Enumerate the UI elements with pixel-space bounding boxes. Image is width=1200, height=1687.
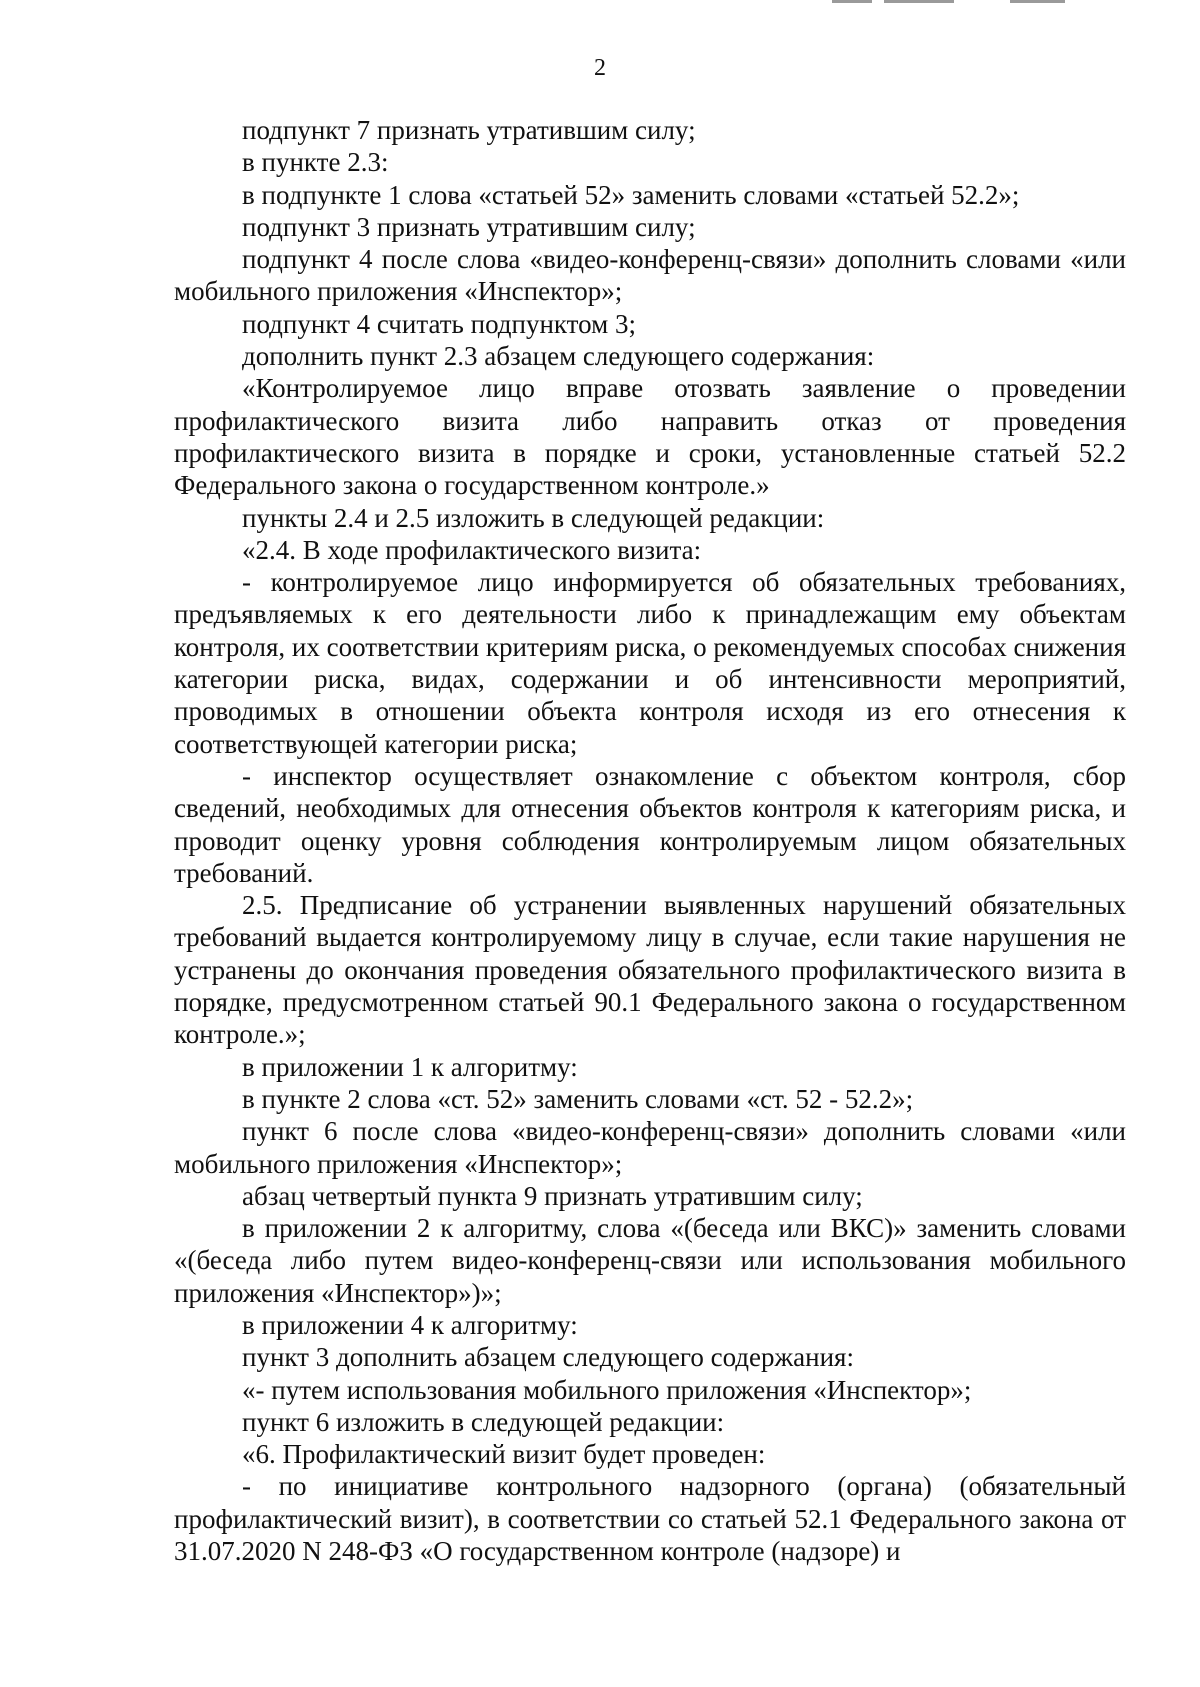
paragraph: пункт 6 после слова «видео-конференц-связи» дополнить словами «или мобильного приложения «Инспектор»; [174, 1116, 1126, 1179]
paragraph: абзац четвертый пункта 9 признать утратившим силу; [242, 1180, 863, 1211]
scan-artifact [832, 0, 872, 3]
scan-artifact [1010, 0, 1065, 3]
page-number: 2 [594, 55, 606, 81]
paragraph: в подпункте 1 слова «статьей 52» заменить словами «статьей 52.2»; [242, 179, 1020, 210]
paragraph: подпункт 4 считать подпунктом 3; [242, 308, 636, 339]
paragraph: дополнить пункт 2.3 абзацем следующего содержания: [242, 341, 875, 372]
scan-artifact [884, 0, 954, 3]
paragraph: «- путем использования мобильного приложения «Инспектор»; [242, 1374, 972, 1405]
paragraph: пункт 6 изложить в следующей редакции: [242, 1406, 725, 1437]
paragraph: пункт 3 дополнить абзацем следующего содержания: [242, 1342, 854, 1373]
paragraph: «6. Профилактический визит будет проведен: [242, 1439, 766, 1470]
paragraph: подпункт 3 признать утратившим силу; [242, 211, 696, 242]
paragraph: пункты 2.4 и 2.5 изложить в следующей редакции: [242, 502, 825, 533]
paragraph: подпункт 4 после слова «видео-конференц-связи» дополнить словами «или мобильного приложения «Инспектор»; [174, 244, 1126, 307]
paragraph: - по инициативе контрольного надзорного (органа) (обязательный профилактический визит), в соответствии со статьей 52.1 Федерального закона от 31.07.2020 N 248-ФЗ «О государственном контроле (надзоре) и [174, 1471, 1126, 1567]
paragraph: в приложении 2 к алгоритму, слова «(беседа или ВКС)» заменить словами «(беседа либо путем видео-конференц-связи или использования мобильного приложения «Инспектор»)»; [174, 1213, 1126, 1308]
paragraph: «2.4. В ходе профилактического визита: [242, 534, 702, 565]
paragraph: подпункт 7 признать утратившим силу; [242, 115, 696, 145]
paragraph: - контролируемое лицо информируется об обязательных требованиях, предъявляемых к его деятельности либо к принадлежащим ему объектам контроля, их соответствии критериям риска, о рекомендуемых способах снижения категории риска, видах, содержании и об интенсивности мероприятий, проводимых в отношении объекта контроля исходя из его отнесения к соответствующей категории риска; [174, 567, 1126, 759]
paragraph: в приложении 1 к алгоритму: [242, 1051, 578, 1082]
paragraph: - инспектор осуществляет ознакомление с объектом контроля, сбор сведений, необходимых для отнесения объектов контроля к категориям риска, и проводит оценку уровня соблюдения контролируемым лицом обязательных требований. [174, 760, 1126, 888]
paragraph: в приложении 4 к алгоритму: [242, 1309, 578, 1340]
paragraph: 2.5. Предписание об устранении выявленных нарушений обязательных требований выдается контролируемому лицу в случае, если такие нарушения не устранены до окончания проведения обязательного профилактического визита в порядке, предусмотренном статьей 90.1 Федерального закона о государственном контроле.»; [174, 890, 1126, 1050]
paragraph: в пункте 2.3: [242, 147, 389, 178]
document-body [174, 114, 1126, 1567]
paragraph: «Контролируемое лицо вправе отозвать заявление о проведении профилактического визита либо направить отказ от проведения профилактического визита в порядке и сроки, установленные статьей 52.2 Федерального закона о государственном контроле.» [174, 373, 1126, 501]
paragraph: в пункте 2 слова «ст. 52» заменить словами «ст. 52 - 52.2»; [242, 1083, 914, 1114]
